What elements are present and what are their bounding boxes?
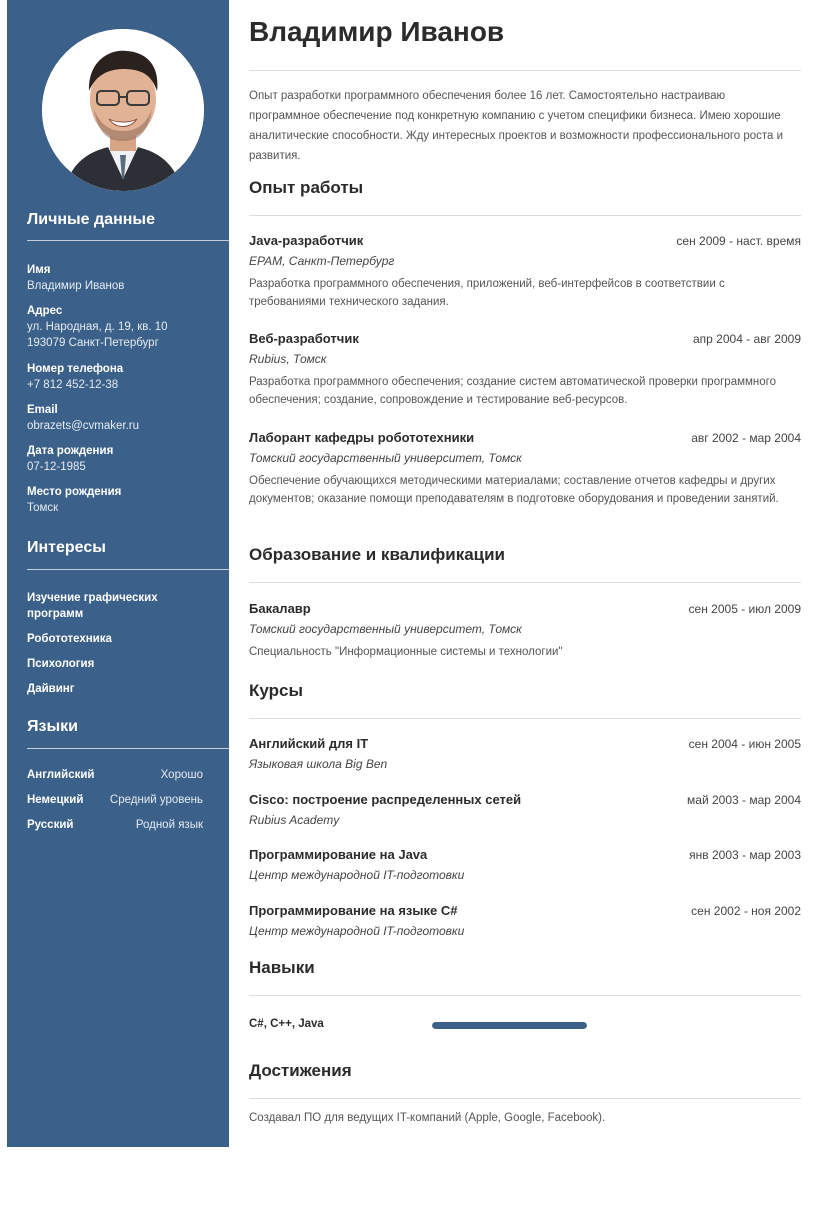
languages-heading: Языки	[27, 718, 78, 735]
entry-organization: Центр международной IT-подготовки	[249, 924, 465, 938]
field-label: Имя	[27, 264, 51, 276]
entry-title: Бакалавр	[249, 601, 311, 616]
entry-title: Cisco: построение распределенных сетей	[249, 792, 522, 807]
entry-organization: Rubius Academy	[249, 813, 340, 827]
personal-address	[27, 303, 222, 351]
entry-organization: Томский государственный университет, Томск	[249, 622, 522, 636]
divider	[249, 215, 801, 216]
divider	[249, 582, 801, 583]
language-name: Русский	[27, 819, 74, 831]
field-value: ул. Народная, д. 19, кв. 10 193079 Санкт-Петербург	[27, 321, 168, 349]
skill-level-fill	[432, 1022, 587, 1029]
entry-date: сен 2005 - июл 2009	[688, 602, 801, 616]
entry-date: сен 2002 - ноя 2002	[691, 904, 801, 918]
personal-data-heading: Личные данные	[27, 211, 155, 228]
language-level: Хорошо	[160, 769, 203, 781]
language-level: Родной язык	[135, 819, 203, 831]
entry-organization: Центр международной IT-подготовки	[249, 868, 465, 882]
entry-title: Программирование на Java	[249, 847, 428, 862]
entry-description: Обеспечение обучающихся методическими материалами; составление отчетов кафедры и других документов; оказание помощи преподавателям в подготовке оборудования и проведении занятий.	[249, 475, 779, 505]
skills-heading: Навыки	[249, 958, 315, 977]
entry-date: сен 2004 - июн 2005	[688, 737, 801, 751]
entry-title: Программирование на языке C#	[249, 903, 458, 918]
personal-name	[27, 262, 222, 294]
entry-title: Лаборант кафедры робототехники	[249, 430, 475, 445]
interest-item: Изучение графических программ	[27, 592, 158, 620]
divider	[249, 718, 801, 719]
language-level: Средний уровень	[109, 794, 203, 806]
entry-description: Разработка программного обеспечения, приложений, веб-интерфейсов в соответствии с требованиями технического задания.	[249, 278, 725, 308]
entry-date: авг 2002 - мар 2004	[691, 431, 801, 445]
entry-date: апр 2004 - авг 2009	[693, 332, 801, 346]
personal-birthdate	[27, 443, 222, 475]
interest-item: Дайвинг	[27, 683, 75, 695]
profile-photo	[42, 29, 204, 191]
entry-organization: Языковая школа Big Ben	[249, 757, 388, 771]
interest-item: Робототехника	[27, 633, 112, 645]
field-label: Дата рождения	[27, 445, 114, 457]
field-label: Адрес	[27, 305, 63, 317]
entry-date: май 2003 - мар 2004	[687, 793, 801, 807]
sidebar	[7, 0, 229, 1147]
skill-level-bar	[432, 1022, 587, 1029]
interests-heading: Интересы	[27, 539, 106, 556]
skill-label: C#, C++, Java	[249, 1018, 324, 1030]
entry-title: Java-разработчик	[249, 233, 364, 248]
entry-organization: Томский государственный университет, Томск	[249, 451, 522, 465]
divider	[27, 240, 229, 241]
achievements-text: Создавал ПО для ведущих IT-компаний (Apple, Google, Facebook).	[249, 1112, 606, 1124]
summary-text: Опыт разработки программного обеспечения более 16 лет. Самостоятельно настраиваю программное обеспечение под конкретную компанию с учетом специфики бизнеса. Имею хорошие аналитические способности. Жду интересных проектов и возможности профессионального роста и развития.	[249, 90, 784, 162]
divider	[27, 748, 229, 749]
entry-organization: EPAM, Санкт-Петербург	[249, 254, 395, 268]
divider	[249, 70, 801, 71]
language-name: Английский	[27, 769, 95, 781]
personal-email	[27, 402, 222, 434]
language-name: Немецкий	[27, 794, 84, 806]
divider	[249, 1098, 801, 1099]
field-label: Email	[27, 404, 58, 416]
achievements-heading: Достижения	[249, 1061, 352, 1080]
entry-title: Веб-разработчик	[249, 331, 359, 346]
courses-heading: Курсы	[249, 681, 303, 700]
field-value: +7 812 452-12-38	[27, 379, 119, 391]
education-heading: Образование и квалификации	[249, 545, 506, 564]
entry-date: янв 2003 - мар 2003	[689, 848, 801, 862]
candidate-name: Владимир Иванов	[249, 16, 505, 47]
experience-heading: Опыт работы	[249, 178, 364, 197]
person-portrait-icon	[42, 29, 204, 191]
entry-description: Специальность "Информационные системы и технологии"	[249, 646, 563, 658]
entry-date: сен 2009 - наст. время	[676, 234, 801, 248]
field-label: Номер телефона	[27, 363, 124, 375]
field-value: obrazets@cvmaker.ru	[27, 420, 140, 432]
field-value: 07-12-1985	[27, 461, 86, 473]
divider	[249, 995, 801, 996]
field-label: Место рождения	[27, 486, 122, 498]
entry-organization: Rubius, Томск	[249, 352, 327, 366]
divider	[27, 569, 229, 570]
entry-description: Разработка программного обеспечения; создание систем автоматической проверки программного обеспечения; создание, сопровождение и тестирование веб-ресурсов.	[249, 376, 776, 406]
field-value: Томск	[27, 502, 59, 514]
personal-birthplace	[27, 484, 222, 516]
interest-item: Психология	[27, 658, 95, 670]
field-value: Владимир Иванов	[27, 280, 125, 292]
personal-phone	[27, 361, 222, 393]
entry-title: Английский для IT	[249, 736, 369, 751]
